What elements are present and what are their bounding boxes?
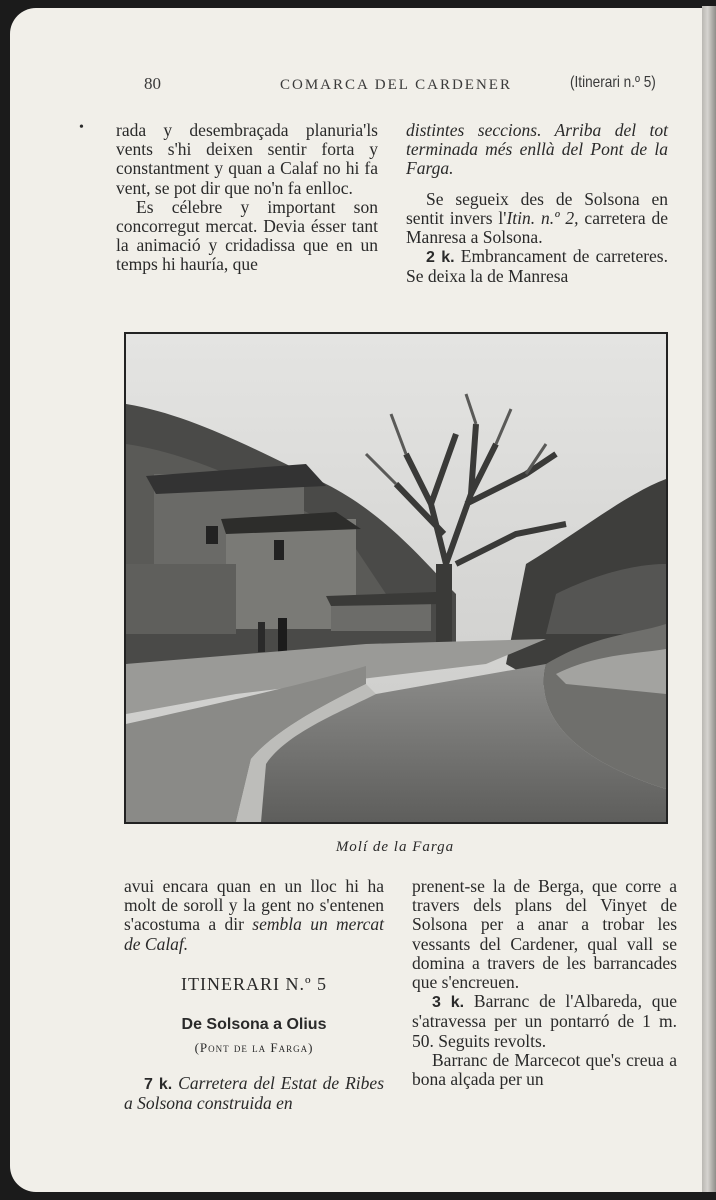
- paragraph: Es célebre y important son concorregut mercat. Devia ésser tant la animació y cridadissa que en un temps hi hauría, que: [116, 196, 378, 275]
- paragraph: distintes seccions. Arriba del tot terminada més enllà del Pont de la Farga.: [406, 120, 668, 179]
- page-edge: [702, 6, 716, 1192]
- paragraph: 2 k. Embrancament de carreteres. Se deixa la de Manresa: [406, 246, 668, 287]
- photo-caption: Molí de la Farga: [335, 839, 455, 855]
- paragraph: prenent-se la de Berga, que corre a travers dels plans del Vinyet de Solsona per a anar a trobar les vessants del Cardener, qual vall se domina a travers de les barrancades que s'encreuen.: [412, 876, 677, 993]
- bottom-right-column: [412, 877, 677, 1089]
- mill-landscape-image: [126, 334, 666, 822]
- route-subtitle: (Pont de la Farga): [194, 1040, 314, 1055]
- page-number: 80: [144, 74, 161, 93]
- top-right-column: [406, 121, 668, 287]
- paragraph: avui encara quan en un lloc hi ha molt de soroll y la gent no s'entenen s'acostuma a dir sembla un mercat de Calaf.: [124, 876, 384, 954]
- mill-photograph: [124, 332, 668, 824]
- itinerary-heading: ITINERARI N.º 5: [180, 974, 328, 994]
- running-title: COMARCA DEL CARDENER: [280, 77, 512, 93]
- bottom-left-column: [124, 877, 384, 954]
- paragraph: Se segueix des de Solsona en sentit invers l'Itin. n.º 2, carretera de Manresa a Solsona.: [406, 188, 669, 248]
- paragraph: rada y desembraçada planuria'ls vents s'hi deixen sentir forta y constantment y quan a Calaf no hi fa vent, se pot dir que no'n fa enlloc.: [116, 120, 378, 198]
- top-left-column: [116, 121, 378, 275]
- paragraph: 3 k. Barranc de l'Albareda, que s'atravessa per un pontarró de 1 m. 50. Seguits revolts.: [412, 991, 678, 1051]
- route-title: De Solsona a Olius: [181, 1016, 327, 1033]
- bottom-left-column-continued: [124, 1074, 384, 1113]
- itinerary-reference: (Itinerari n.º 5): [570, 74, 656, 91]
- margin-mark: •: [79, 120, 84, 135]
- paragraph: Barranc de Marcecot que's creua a bona alçada per un: [412, 1049, 677, 1090]
- paragraph: 7 k. Carretera del Estat de Ribes a Solsona construida en: [124, 1073, 384, 1114]
